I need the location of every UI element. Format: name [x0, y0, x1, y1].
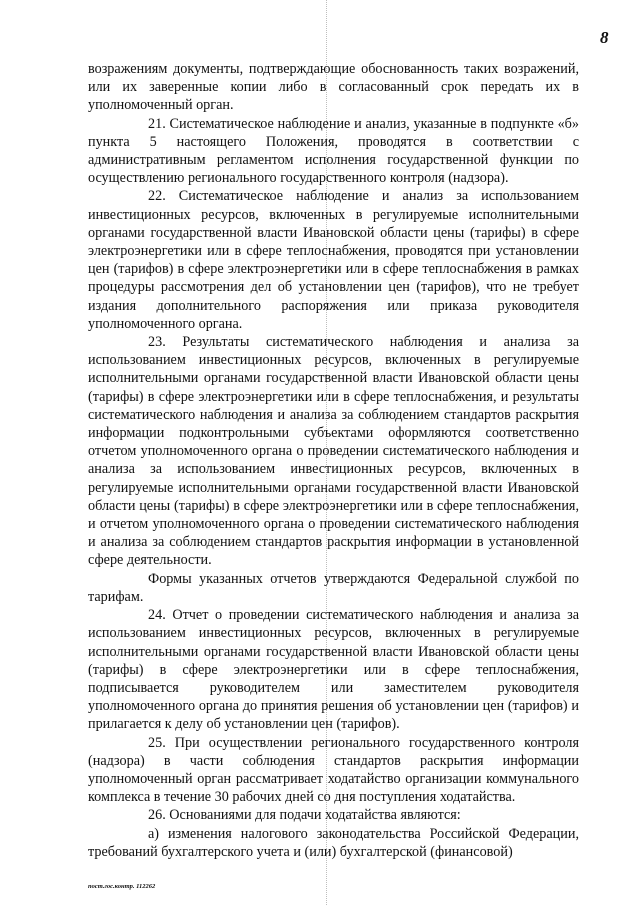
paragraph-24: 24. Отчет о проведении систематического наблюдения и анализа за использованием инвестиционных ресурсов, включенных в регулируемые исполнительными органами государственной власти Ивановской области цены (тарифы) в сфере электроэнергетики или в сфере теплоснабжения, подписывается руководителем или заместителем руководителя уполномоченного органа до принятия решения об установлении цен (тарифов) и прилагается к делу об установлении цен (тарифов). [88, 607, 579, 733]
paragraph-26: 26. Основаниями для подачи ходатайства являются: [148, 807, 461, 824]
footer-document-code: пост.гос.контр. 112262 [88, 883, 156, 890]
page-number: 8 [600, 28, 609, 47]
paragraph-23: 23. Результаты систематического наблюдения и анализа за использованием инвестиционных ресурсов, включенных в регулируемые исполнительными органами государственной власти Ивановской области цены (тарифы) в сфере электроэнергетики или в сфере теплоснабжения, и результаты систематического наблюдения и анализа за соблюдением стандартов раскрытия информации подконтрольными субъектами оформляются соответственно отчетом уполномоченного органа о проведении систематического наблюдения и анализа за использованием инвестиционных ресурсов, включенных в регулируемые исполнительными органами государственной власти Ивановской области цены (тарифы) в сфере электроэнергетики или в сфере теплоснабжения, и отчетом уполномоченного органа о проведении систематического наблюдения и анализа за соблюдением стандартов раскрытия информации в установленной сфере деятельности. [88, 334, 579, 569]
paragraph-26a: а) изменения налогового законодательства Российской Федерации, требований бухгалтерского учета и (или) бухгалтерской (финансовой) [88, 825, 579, 860]
paragraph-25: 25. При осуществлении регионального государственного контроля (надзора) в части соблюдения стандартов раскрытия информации уполномоченный орган рассматривает ходатайство организации коммунального комплекса в течение 30 рабочих дней со дня поступления ходатайства. [88, 734, 579, 806]
paragraph-22: 22. Систематическое наблюдение и анализ за использованием инвестиционных ресурсов, включенных в регулируемые исполнительными органами государственной власти Ивановской области цены (тарифы) в сфере электроэнергетики или в сфере теплоснабжения, проводятся при установлении цен (тарифов) в сфере электроэнергетики или в сфере теплоснабжения в рамках процедуры рассмотрения дел об установлении цен (тарифов), что не требует издания дополнительного распоряжения или приказа руководителя уполномоченного органа. [88, 188, 579, 332]
document-body [88, 60, 579, 861]
paragraph-21: 21. Систематическое наблюдение и анализ, указанные в подпункте «б» пункта 5 настоящего Положения, проводятся в соответствии с административным регламентом исполнения государственной функции по осуществлению регионального государственного контроля (надзора). [88, 115, 579, 187]
paragraph-23-forms: Формы указанных отчетов утверждаются Федеральной службой по тарифам. [88, 570, 579, 605]
paragraph-continuation: возражениям документы, подтверждающие обоснованность таких возражений, или их заверенные копии либо в согласованный срок передать их в уполномоченный орган. [88, 61, 579, 114]
